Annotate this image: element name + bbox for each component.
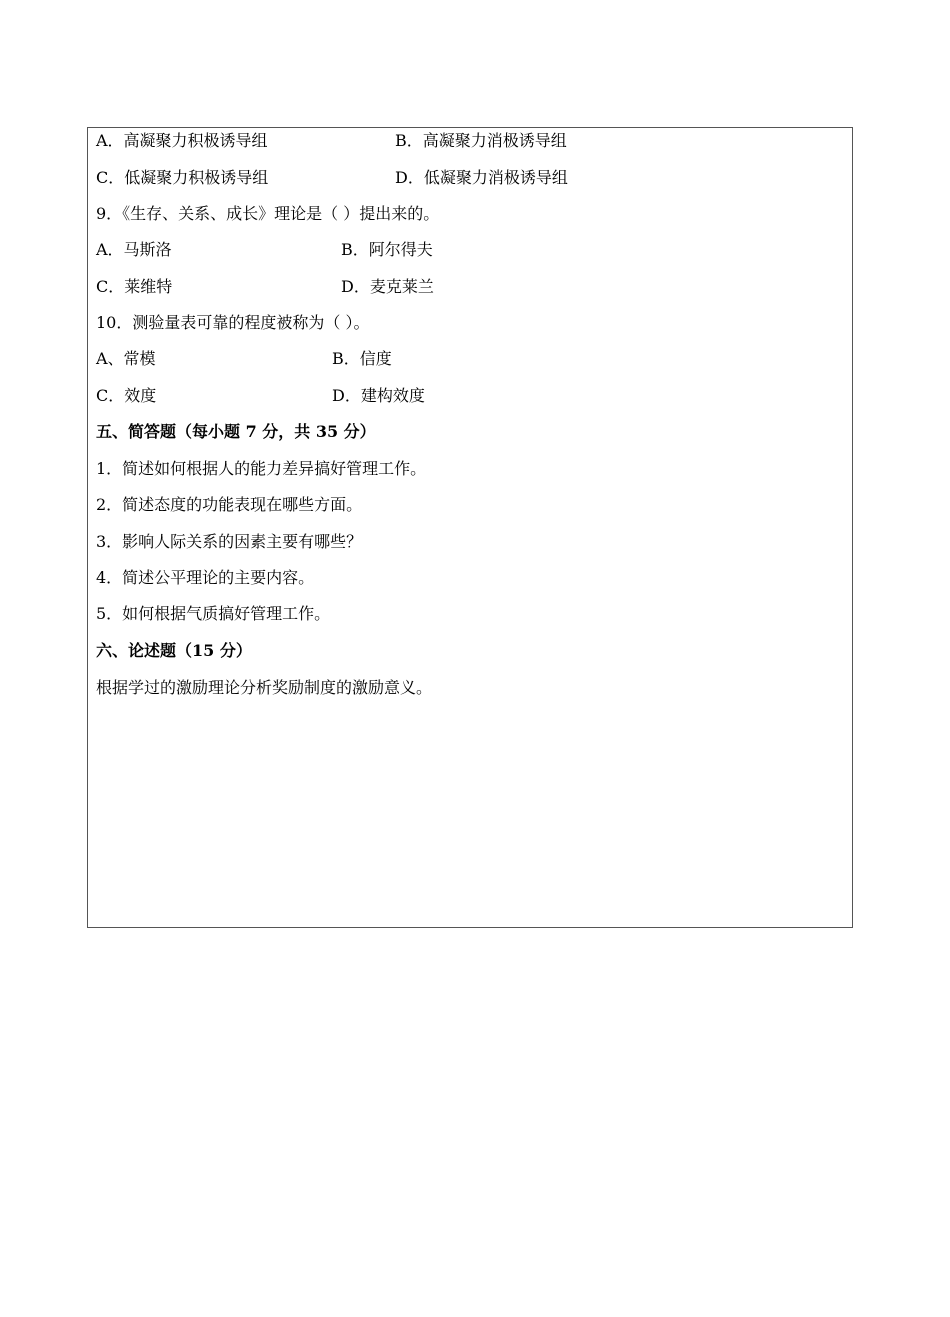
section5-question-3: 3．影响人际关系的因素主要有哪些？	[96, 532, 363, 551]
q9-options-row-2	[96, 277, 434, 297]
q9-option-c: C．莱维特	[96, 277, 173, 296]
q8-options-row-1	[96, 131, 567, 151]
q8-options-row-2	[96, 168, 568, 188]
section5-question-4: 4．简述公平理论的主要内容。	[96, 568, 315, 587]
answer-box-frame	[87, 127, 853, 928]
q10-stem: 10．测验量表可靠的程度被称为（ ）。	[96, 313, 370, 332]
q10-options-row-1	[96, 349, 392, 369]
q8-option-d: D．低凝聚力消极诱导组	[395, 168, 568, 187]
section5-question-1: 1．简述如何根据人的能力差异搞好管理工作。	[96, 459, 427, 478]
q10-option-a: A、常模	[96, 349, 156, 368]
q9-option-a: A．马斯洛	[96, 240, 172, 259]
section5-heading: 五、简答题（每小题 7 分，共 35 分）	[96, 422, 376, 441]
q10-option-b: B．信度	[332, 349, 392, 368]
q10-options-row-2	[96, 386, 425, 406]
section5-question-2: 2．简述态度的功能表现在哪些方面。	[96, 495, 363, 514]
q8-option-a: A．高凝聚力积极诱导组	[96, 131, 268, 150]
q9-stem: 9．《生存、关系、成长》理论是（ ）提出来的。	[96, 204, 440, 223]
q10-option-c: C．效度	[96, 386, 157, 405]
q9-options-row-1	[96, 240, 433, 260]
section5-question-5: 5．如何根据气质搞好管理工作。	[96, 604, 331, 623]
q9-option-b: B．阿尔得夫	[341, 240, 433, 259]
q8-option-c: C．低凝聚力积极诱导组	[96, 168, 269, 187]
q10-option-d: D．建构效度	[332, 386, 425, 405]
q8-option-b: B．高凝聚力消极诱导组	[395, 131, 567, 150]
section6-question: 根据学过的激励理论分析奖励制度的激励意义。	[96, 678, 433, 697]
q9-option-d: D．麦克莱兰	[341, 277, 434, 296]
section6-heading: 六、论述题（15 分）	[96, 641, 252, 660]
